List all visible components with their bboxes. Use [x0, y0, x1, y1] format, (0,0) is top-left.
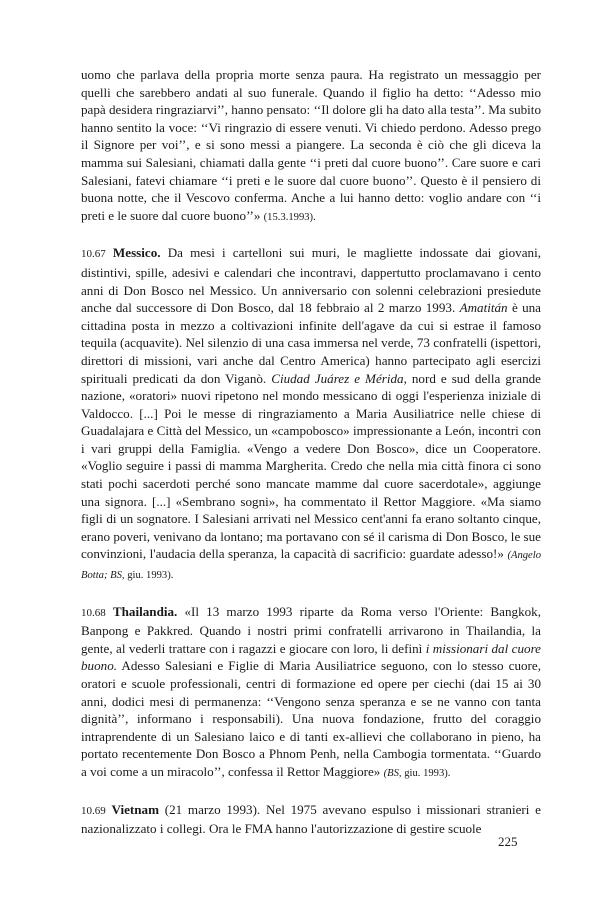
section-10-67: 10.67 Messico. Da mesi i cartelloni sui muri, le magliette indossate dai giovani, distintivi, spille, adesivi e calendari che incontravi, dappertutto proclamavano i cento anni di Don Bosco nel Messico. Un anniversario con solenni celebrazioni presiedute anche dal successore di Don Bosco, dal 18 febbraio al 2 marzo 1993. Amatitán è una cittadina posta in mezzo a coltivazioni infinite dell'agave da cui si estrae il famoso tequila (acquavite). Nel silenzio di una casa immersa nel verde, 73 confratelli (ispettori, direttori di missioni, vari anche dal Centro America) hanno partecipato agli esercizi spirituali predicati da don Viganò. Ciudad Juárez e Mérida, nord e sud della grande nazione, «oratori» nuovi ripetono nel mondo messicano di oggi l'esperienza iniziale di Valdocco. [...] Poi le messe di ringraziamento a Maria Ausiliatrice nelle chiese di Guadalajara e Città del Messico, un «campobosco» impressionante a León, incontri con i vari gruppi della Famiglia. «Vengo a vedere Don Bosco», dice un Cooperatore. «Voglio seguire i passi di mamma Margherita. Credo che nella mia città finora ci sono stati pochi sacerdoti perché sono mancate mamme dal cuore sacerdotale», aggiunge una signora. [...] «Sembrano sogni», ha commentato il Rettor Maggiore. «Ma siamo figli di un sognatore. I Salesiani arrivati nel Messico cent'anni fa erano soltanto cinque, erano poveri, venivano da lontano; ma portavano con sé il carisma di Don Bosco, le sue convinzioni, l'audacia della speranza, la capacità di sacrificio: guardate adesso!» (Angelo Botta; BS, giu. 1993). — [81, 245, 541, 582]
section-heading: Thailandia. — [112, 603, 178, 619]
section-10-69: 10.69 Vietnam (21 marzo 1993). Nel 1975 avevano espulso i missionari stranieri e nazionalizzato i collegi. Ora le FMA hanno l'autorizzazione di gestire scuole — [81, 801, 541, 837]
section-number: 10.68 — [81, 606, 106, 619]
paragraph-continuation: uomo che parlava della propria morte senza paura. Ha registrato un messaggio per quelli che sarebbero andati al suo funerale. Quando il figlio ha detto: ‘‘Adesso mio papà desidera ringraziarvi’’, hanno pensato: ‘‘Il dolore gli ha dato alla testa’’. Ma subito hanno sentito la voce: ‘‘Vi ringrazio di essere venuti. Vi chiedo perdono. Adesso prego il Signore per voi’’, e si sono messi a piangere. La seconda è ciò che gli diceva la mamma sui Salesiani, chiamati dalla gente ‘‘i preti dal cuore buono’’. Care suore e cari Salesiani, fatevi chiamare ‘‘i preti e le suore dal cuore buono’’. Questo è il pensiero di buona notte, che il Vescovo conferma. Anche a lui hanno detto: voglio andare con ‘‘i preti e le suore dal cuore buono’’» (15.3.1993). — [81, 67, 541, 223]
section-heading: Messico. — [112, 245, 161, 261]
source-citation: (Angelo Botta; BS, giu. 1993). — [81, 550, 541, 582]
body-text — [81, 66, 541, 856]
place-name: Amatitán — [459, 300, 508, 316]
section-number: 10.67 — [81, 248, 106, 261]
emphasis-text: i missionari dal cuore buono. — [81, 640, 541, 674]
section-heading: Vietnam — [111, 801, 160, 817]
section-10-68: 10.68 Thailandia. «Il 13 marzo 1993 riparte da Roma verso l'Oriente: Bangkok, Banpong e Pakkred. Quando i nostri primi confratelli arrivarono in Thailandia, la gente, al vederli trattare con i ragazzi e giocare con loro, li definì i missionari dal cuore buono. Adesso Salesiani e Figlie di Maria Ausiliatrice seguono, con lo stesso cuore, oratori e scuole professionali, centri di formazione ed opere per ciechi (dai 15 ai 30 anni, dodici mesi di permanenza: ‘‘Vengono senza speranza e se ne vanno con tanta dignità’’, informano i responsabili). Una nuova fondazione, frutto del coraggio intraprendente di un Salesiano laico e di tanti ex-allievi che collaborano in pieno, ha portato recentemente Don Bosco a Phnom Penh, nella Cambogia tormentata. ‘‘Guardo a voi come a un miracolo’’, confessa il Rettor Maggiore» (BS, giu. 1993). — [81, 603, 541, 779]
place-names: Ciudad Juárez e Mérida — [271, 370, 404, 386]
section-number: 10.69 — [81, 804, 106, 817]
source-citation: (15.3.1993). — [263, 211, 316, 223]
source-citation: (BS, giu. 1993). — [383, 767, 451, 779]
page-number: 225 — [498, 834, 518, 849]
